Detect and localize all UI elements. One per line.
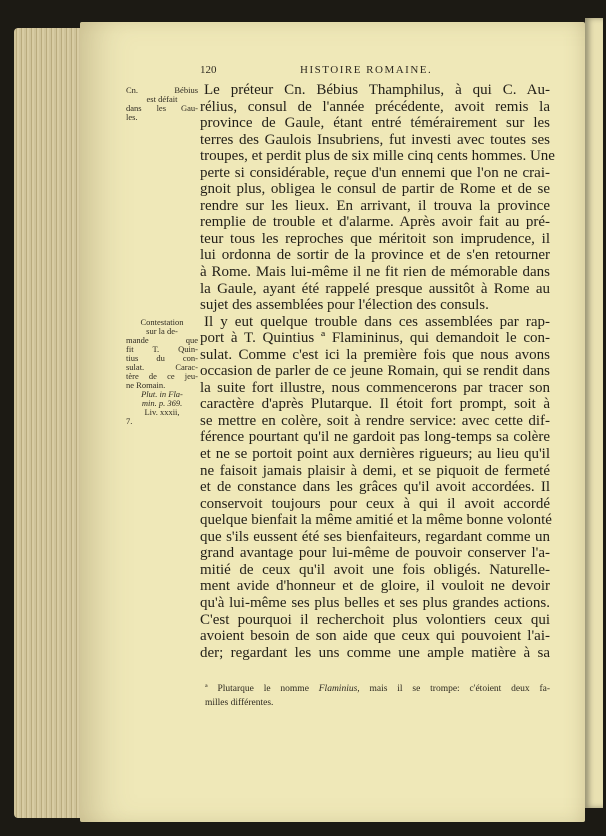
text-line: avoient besoin de son aide que ceux qui pouvoient l'ai- [200,628,550,645]
text-line: lui ordonna de sortir de la province et de s'en retourner [200,247,550,264]
margin-note-line: sulat. Carac- [126,362,198,372]
running-title: HISTOIRE ROMAINE. [300,64,433,76]
text-line: et de constance dans les grâces qu'il avoit accordées. Il [200,479,550,496]
margin-note-line: est défait [146,94,178,104]
text-line: Il y eut quelque trouble dans ces assemblées par rap- [204,313,550,330]
text-line: port à T. Quintius ª Flamininus, qui demandoit le con- [200,330,550,347]
footnote-line-1 [205,682,550,696]
margin-note-line: les. [126,112,138,122]
text-line: der; regardant les uns comme une ample matière à sa [200,644,550,661]
text-line: la suite fort illustre, nous commencerons par tracer son [200,379,550,396]
margin-note-line: sur la de- [146,326,178,336]
footnote-italic: Flaminius, [318,684,360,694]
margin-note-line: 7. [126,416,133,426]
text-line: sujet des assemblées pour l'élection des consuls. [200,297,489,314]
margin-note-line: Contestation [140,317,184,327]
margin-note-line: fit T. Quin- [126,344,198,354]
text-line: rélius, consul de l'année précédente, avoit remis la [200,98,550,115]
margin-note-line: Plut. in Fla- [141,389,183,399]
margin-note-line: tius du con- [126,353,198,363]
text-line: gnoit plus, obligea le consul de partir de Rome et de se [200,181,550,198]
text-line: férence pourtant qu'il ne gardoit pas long-temps sa colère [200,429,550,446]
text-line: qu'à lui-même ses plus belles et ses plus grandes actions. [200,594,550,611]
page-number: 120 [200,64,217,76]
margin-note-bebius [126,86,198,122]
text-line: occasion de parler de ce jeune Romain, qui se rendit dans [200,363,550,380]
margin-note-line: dans les Gau- [126,103,198,113]
text-line: Le préteur Cn. Bébius Thamphilus, à qui C. Au- [204,82,550,98]
text-line: ment avide d'honneur et de gloire, il vouloit ne devoir [200,578,550,595]
text-line: conservoit toujours pour ceux à qui il avoit accordé [200,495,550,512]
footnote-text: mais il se trompe: c'étoient deux fa- [359,684,550,694]
text-line: perte si considérable, reçue d'un ennemi que l'on ne crai- [200,164,550,181]
margin-note-line: ne Romain. [126,380,166,390]
margin-note-line: Liv. xxxii, [144,407,180,417]
text-line: que s'ils eussent été ses bienfaiteurs, regardant comme un [200,528,550,545]
text-line: à Rome. Mais lui-même il ne fit rien de mémorable dans [200,264,550,281]
paragraph-1 [200,82,555,314]
text-line: caractère d'après Plutarque. Il étoit fort prompt, soit à [200,396,550,413]
margin-note-line: Cn. Bébius [126,85,198,95]
text-line: C'est pourquoi il recherchoit plus volontiers ceux qui [200,611,550,628]
text-line: quelque bienfait la même amitié et la même bonne volonté [200,512,552,529]
text-line: mitié de ceux qu'il avoit une fois obligés. Naturelle- [200,561,550,578]
text-line: teur tous les reproches que méritoit son imprudence, il [200,230,550,247]
footnote-text: Plutarque le nomme [217,684,319,694]
text-line: rendre sur les lieux. En arrivant, il trouva la province [200,197,550,214]
text-line: terres des Gaulois Insubriens, fut investi avec toutes ses [200,131,550,148]
margin-note-line: tère de ce jeu- [126,371,198,381]
text-line: la Gaule, ayant été rappelé presque aussitôt à Rome au [200,280,550,297]
margin-note-line: min. p. 369. [141,398,183,408]
text-line: ne faisoit jamais plaisir à demi, et se piquoit de fermeté [200,462,550,479]
main-text [200,82,555,661]
margin-note-line: mande que [126,335,198,345]
text-line: troupes, et perdit plus de six mille cinq cents hommes. Une [200,148,555,165]
margin-note-contestation [126,318,198,426]
text-line: remplie de trouble et d'alarme. Après avoir fait au pré- [200,214,550,231]
footnote-marker: ª [205,684,208,694]
paragraph-2 [200,314,550,661]
text-line: province de Gaule, étant entré témérairement sur les [200,115,550,132]
text-line: se mettre en colère, soit à rendre service: avec cette dif- [200,412,550,429]
footnote-line-2: milles différentes. [205,698,274,708]
book-right-edge [585,18,603,808]
text-line: et ne se portoit point aux dernières rigueurs; au lieu qu'il [200,446,550,463]
footnote [205,682,550,710]
text-line: grand avantage pour lui-même de pouvoir conserver l'a- [200,545,550,562]
text-line: sulat. Comme c'est ici la première fois que nous avons [200,346,550,363]
